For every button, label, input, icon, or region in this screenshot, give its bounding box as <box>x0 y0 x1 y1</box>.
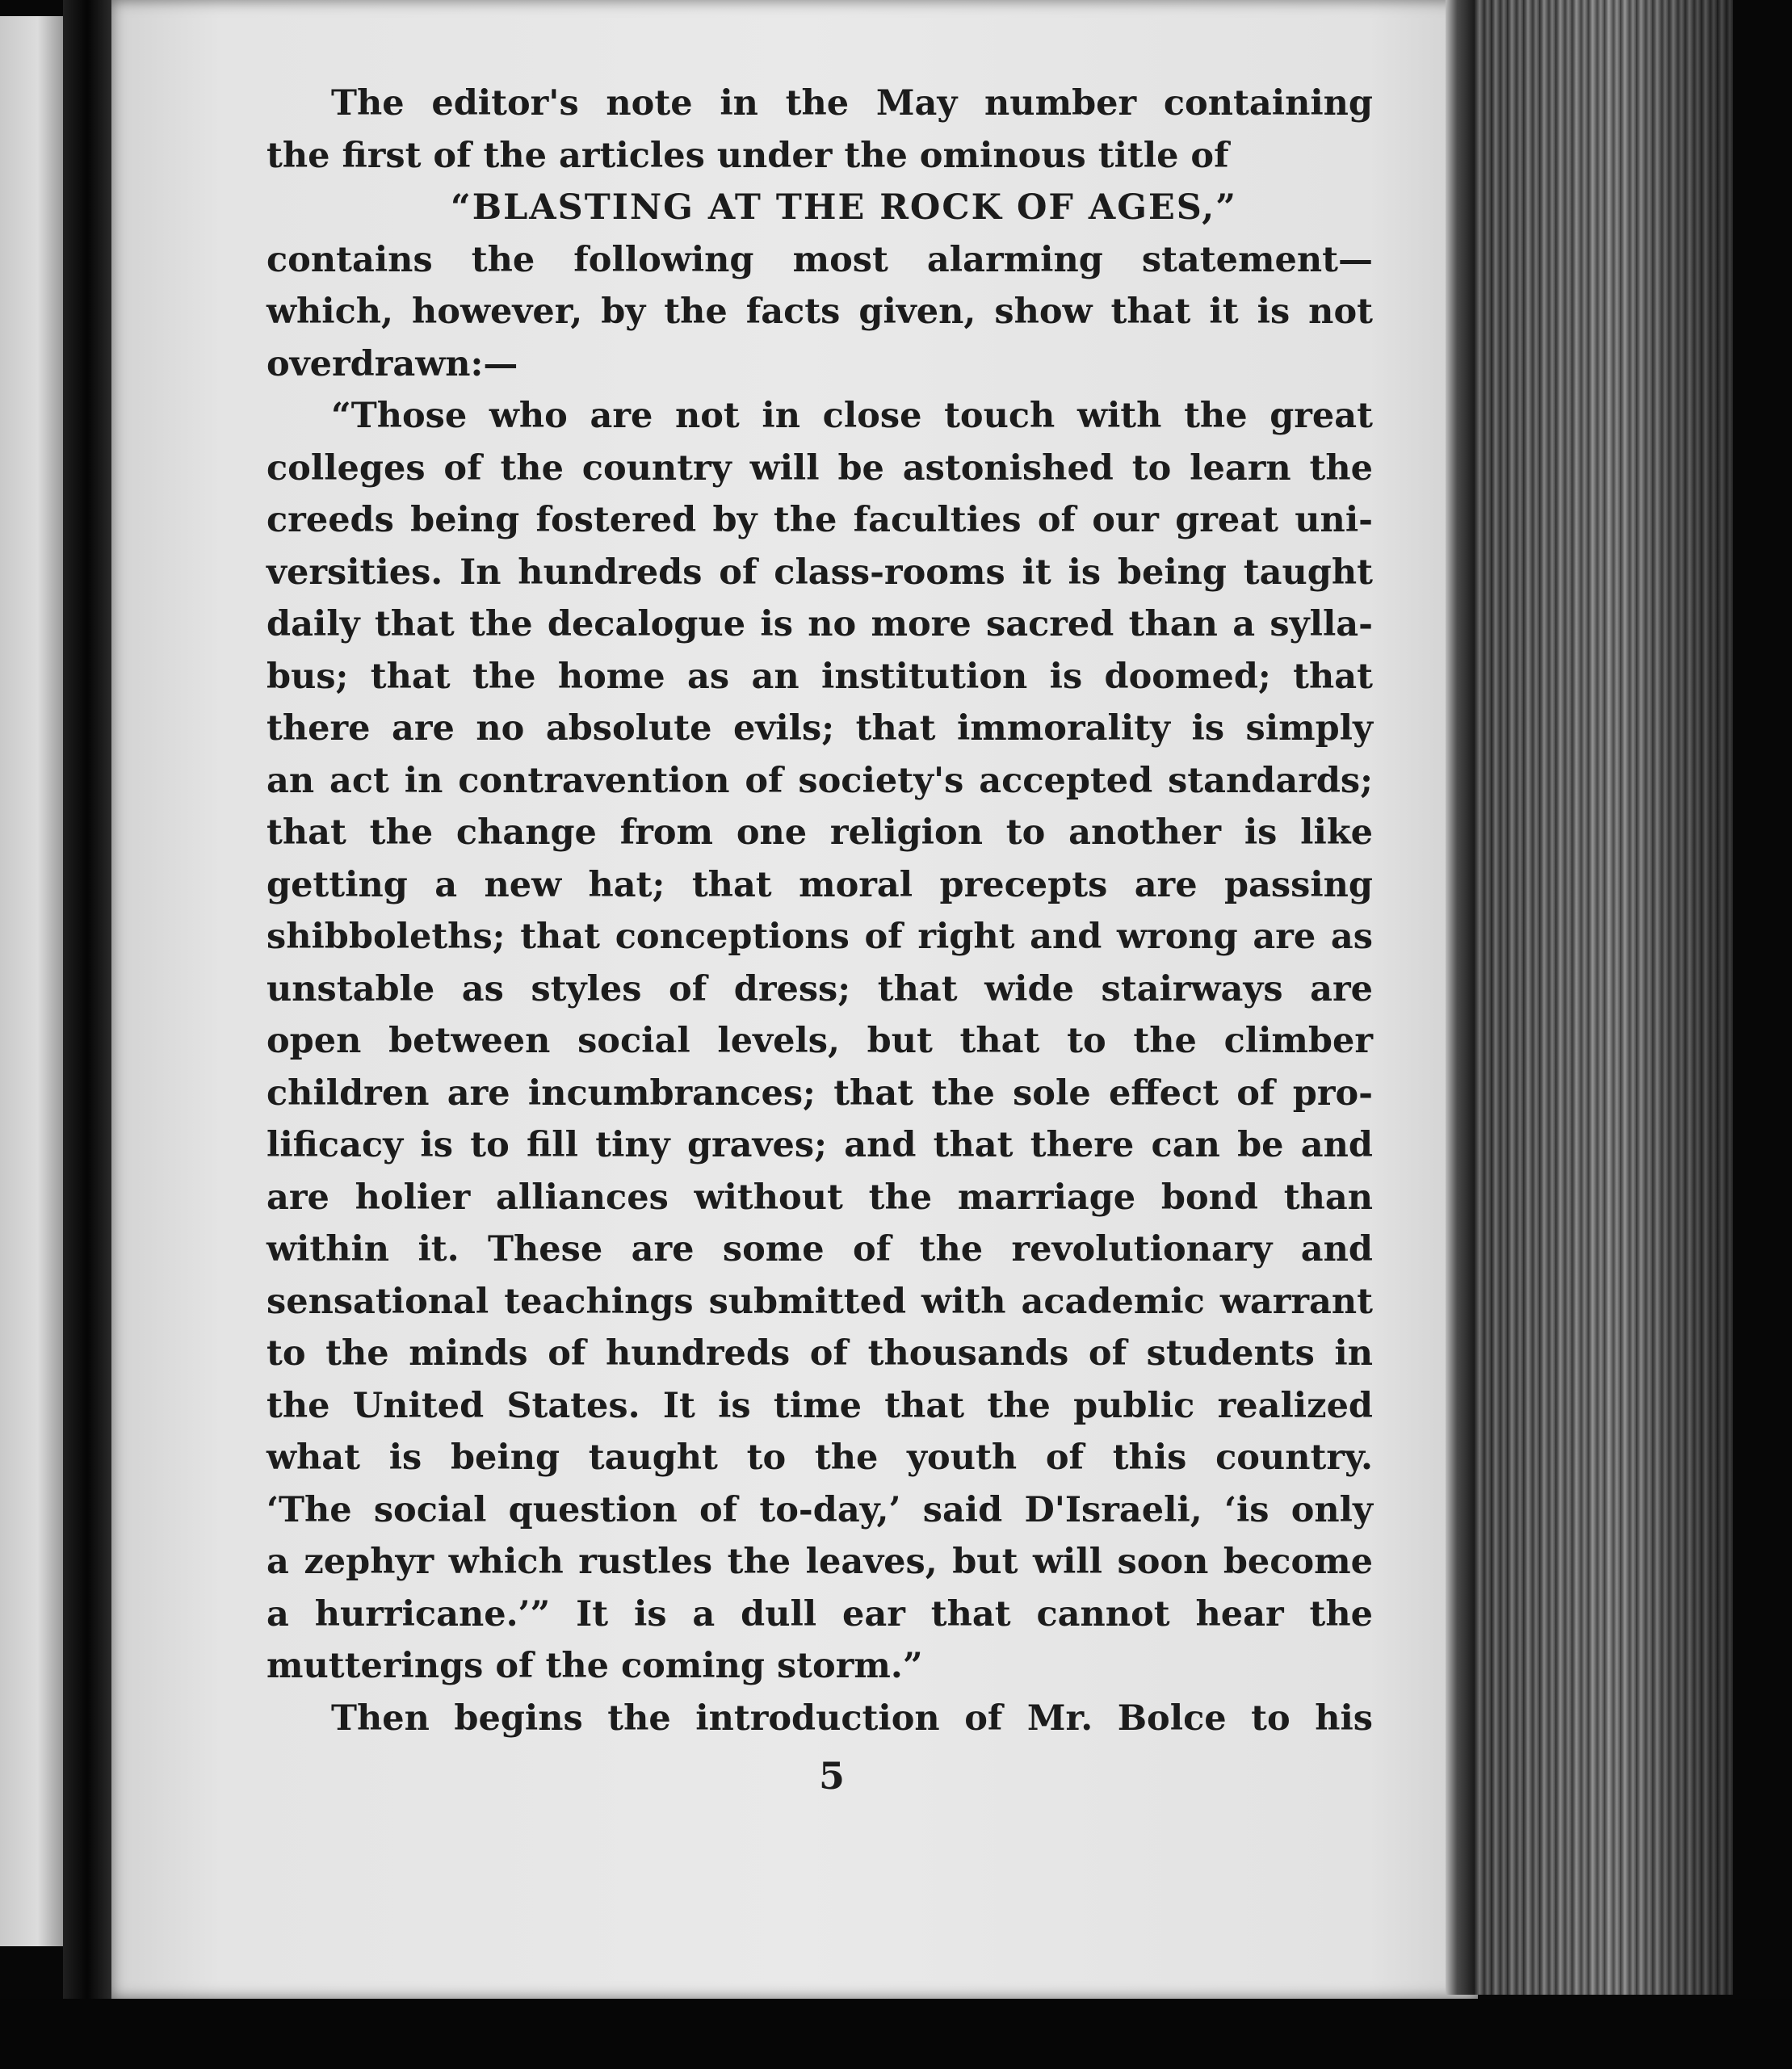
quote-line: getting a new hat; that moral precepts are passing <box>266 864 1373 905</box>
text-line: contains the following most alarming statement— <box>266 239 1373 280</box>
quote-line: children are incumbrances; that the sole effect of pro- <box>266 1072 1373 1114</box>
quote-line: bus; that the home as an institution is doomed; that <box>266 656 1373 697</box>
quote-line: to the minds of hundreds of thousands of students in <box>266 1333 1373 1374</box>
quote-line: creeds being fostered by the faculties of our great uni- <box>266 500 1373 540</box>
quote-line: are holier alliances without the marriage bond than <box>266 1177 1373 1218</box>
page-text <box>266 78 1373 1744</box>
quote-line: that the change from one religion to another is like <box>266 812 1373 853</box>
page-binding-shadow <box>1446 0 1475 1995</box>
quote-line: within it. These are some of the revolutionary and <box>266 1229 1373 1270</box>
section-heading: “BLASTING AT THE ROCK OF AGES,” <box>451 187 1237 228</box>
scan-background <box>0 1999 1792 2069</box>
quote-line: a zephyr which rustles the leaves, but will soon become <box>266 1542 1373 1582</box>
text-line: which, however, by the facts given, show that it is not <box>266 292 1373 332</box>
quote-line: unstable as styles of dress; that wide stairways are <box>266 968 1373 1009</box>
quote-line: daily that the decalogue is no more sacred than a sylla- <box>266 604 1373 644</box>
quote-line: versities. In hundreds of class-rooms it is being taught <box>266 552 1373 593</box>
quote-line: “Those who are not in close touch with the great <box>331 396 1373 436</box>
facing-page-edge <box>0 16 63 1946</box>
page-edges-shading <box>1475 0 1733 1995</box>
quote-line: colleges of the country will be astonished to learn the <box>266 447 1373 489</box>
quote-line: sensational teachings submitted with academic warrant <box>266 1281 1373 1322</box>
quote-line: a hurricane.’” It is a dull ear that cannot hear the <box>266 1593 1373 1635</box>
quote-line: an act in contravention of society's accepted standards; <box>266 760 1373 801</box>
book-gutter <box>63 0 111 2069</box>
page-number: 5 <box>818 1754 845 1798</box>
text-line: overdrawn:— <box>266 343 518 384</box>
text-line: The editor's note in the May number containing <box>331 83 1373 124</box>
quote-line: ‘The social question of to-day,’ said D'Israeli, ‘is only <box>266 1489 1373 1530</box>
quote-line: the United States. It is time that the public realized <box>266 1385 1373 1426</box>
quote-line: there are no absolute evils; that immorality is simply <box>266 708 1373 749</box>
quote-line: shibboleths; that conceptions of right and wrong are as <box>266 917 1373 957</box>
quote-line: mutterings of the coming storm.” <box>266 1646 923 1686</box>
quote-line: open between social levels, but that to the climber <box>266 1021 1373 1061</box>
quote-line: what is being taught to the youth of this country. <box>266 1437 1373 1478</box>
text-line: Then begins the introduction of Mr. Bolce to his <box>331 1698 1373 1739</box>
quote-line: lificacy is to fill tiny graves; and that there can be and <box>266 1125 1373 1165</box>
text-line: the first of the articles under the ominous title of <box>266 135 1229 176</box>
